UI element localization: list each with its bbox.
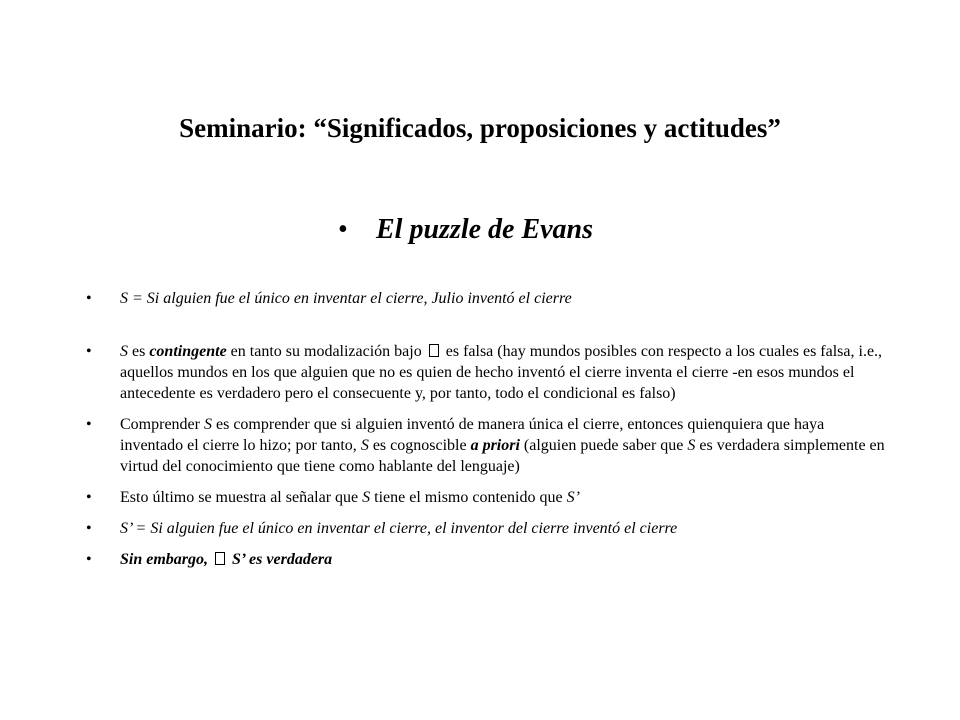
list-item: [86, 288, 886, 309]
bullet-text-part: S: [362, 489, 371, 506]
bullet-text-part: a priori: [470, 437, 520, 454]
bullet-text-part: en tanto su modalización bajo: [226, 343, 426, 360]
list-item: [86, 341, 886, 404]
bullet-text-part: es: [128, 343, 150, 360]
bullet-text-part: S: [687, 437, 696, 454]
bullet-text-part: Comprender: [120, 416, 204, 433]
bullet-icon: •: [86, 343, 92, 360]
bullet-text-part: (alguien puede saber que: [519, 437, 688, 454]
bullet-icon: •: [86, 520, 92, 537]
slide-subtitle: El puzzle de Evans: [376, 214, 594, 245]
bullet-icon: •: [338, 214, 348, 245]
bullet-text-part: es cognoscible: [368, 437, 471, 454]
bullet-text-part: S: [203, 416, 212, 433]
subtitle-row: [338, 210, 593, 250]
bullet-text-part: tiene el mismo contenido que: [370, 489, 567, 506]
list-item: [86, 549, 886, 570]
bullet-text-part: Esto último se muestra al señalar que: [120, 489, 363, 506]
list-item: [86, 414, 886, 477]
necessity-box-icon: [215, 552, 225, 565]
list-item: [86, 487, 886, 508]
list-item: [86, 518, 886, 539]
bullet-icon: •: [86, 489, 92, 506]
necessity-box-icon: [429, 344, 439, 357]
bullet-text-part: Sin embargo,: [120, 551, 213, 568]
bullet-text-part: S’ es verdadera: [228, 551, 333, 568]
bullet-text-part: S’: [566, 489, 580, 506]
slide-title: Seminario: “Significados, proposiciones y actitudes”: [179, 113, 781, 143]
bullet-list: [86, 288, 886, 580]
bullet-text-part: contingente: [149, 343, 227, 360]
bullet-text-part: S: [120, 343, 128, 360]
bullet-text-part: es verdadera simplemente en virtud del conocimiento que tiene como hablante del lenguaje): [120, 437, 885, 475]
bullet-icon: •: [86, 551, 92, 568]
bullet-icon: •: [86, 290, 92, 307]
bullet-text: S = Si alguien fue el único en inventar el cierre, Julio inventó el cierre: [120, 290, 572, 307]
bullet-text-part: S: [360, 437, 369, 454]
bullet-text-part: es comprender que si alguien inventó de manera única el cierre, entonces quienquiera que haya inventado el cierre lo hizo; por tanto,: [120, 416, 825, 454]
bullet-text-part: es falsa (hay mundos posibles con respecto a los cuales es falsa, i.e., aquellos mundos en los que alguien que no es quien de hecho inventó el cierre inventa el cierre -en esos mundos el antecedente es verdadero pero el consecuente y, por tanto, todo el condicional es falso): [120, 343, 883, 402]
bullet-text: S’ = Si alguien fue el único en inventar el cierre, el inventor del cierre inventó el cierre: [120, 520, 678, 537]
bullet-icon: •: [86, 416, 92, 433]
